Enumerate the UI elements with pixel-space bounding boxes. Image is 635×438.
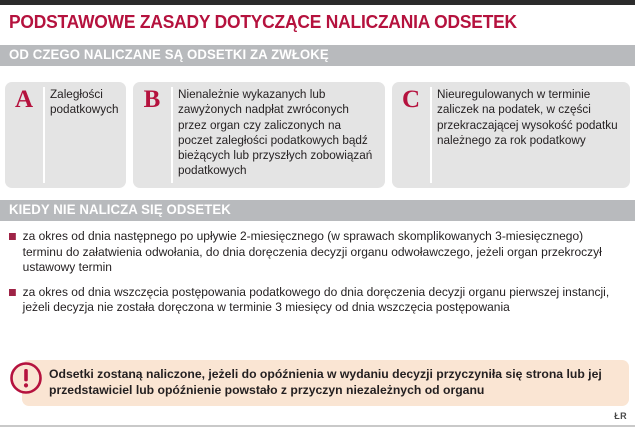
criteria-card-a (5, 82, 126, 188)
criteria-card-a-letter: A (14, 86, 34, 113)
bullet-square-icon (9, 289, 16, 296)
criteria-card-c-text: Nieuregulowanych w terminie zaliczek na podatek, w części przekraczającej wysokość podatku należnego za rok podatkowy (437, 87, 618, 147)
criteria-card-a-divider (43, 87, 45, 183)
exclamation-circle-icon (9, 361, 43, 395)
criteria-card-c (392, 82, 630, 188)
criteria-card-b (133, 82, 385, 188)
criteria-card-b-letter: B (143, 86, 161, 113)
criteria-card-a-text: Zaległości podatkowych (50, 87, 119, 117)
list-item-text: za okres od dnia następnego po upływie 2-miesięcznego (w sprawach skomplikowanych 3-miesięcznego) terminu do załatwienia odwołania, do dnia doręczenia decyzji organu odwoławczego, jeżeli organ przekroczył ustawowy termin (22, 229, 602, 275)
exemption-list (9, 229, 629, 325)
footer-rule (0, 425, 635, 427)
criteria-card-c-divider (430, 87, 432, 183)
page-title: PODSTAWOWE ZASADY DOTYCZĄCE NALICZANIA ODSETEK (9, 11, 517, 32)
criteria-card-c-letter: C (401, 86, 421, 113)
list-item (9, 229, 614, 276)
top-rule (0, 0, 635, 5)
criteria-card-b-text: Nienależnie wykazanych lub zawyżonych nadpłat zwróconych przez organ czy zaliczonych na poczet zaległości podatkowych bądź bieżących lub przyszłych zobowiązań podatkowych (178, 87, 373, 178)
criteria-card-b-divider (171, 87, 173, 183)
bullet-square-icon (9, 233, 16, 240)
warning-callout-text: Odsetki zostaną naliczone, jeżeli do opóźnienia w wydaniu decyzji przyczyniła się strona lub jej przedstawiciel lub opóźnienie powstało z przyczyn niezależnych od organu (49, 367, 602, 398)
criteria-card-group (5, 82, 630, 188)
section-header-kiedy-nie (0, 200, 635, 221)
list-item-text: za okres od dnia wszczęcia postępowania podatkowego do dnia doręczenia decyzji organu pierwszej instancji, jeżeli decyzja nie została doręczona w terminie 3 miesięcy od dnia wszczęcia postępowania (22, 284, 610, 315)
section-header-od-czego-label: OD CZEGO NALICZANE SĄ ODSETKI ZA ZWŁOKĘ (9, 47, 329, 63)
section-header-od-czego (0, 45, 635, 66)
list-item (9, 285, 614, 316)
credit-mark: ŁR (614, 411, 627, 421)
warning-callout (22, 360, 629, 406)
section-header-kiedy-nie-label: KIEDY NIE NALICZA SIĘ ODSETEK (9, 202, 231, 218)
